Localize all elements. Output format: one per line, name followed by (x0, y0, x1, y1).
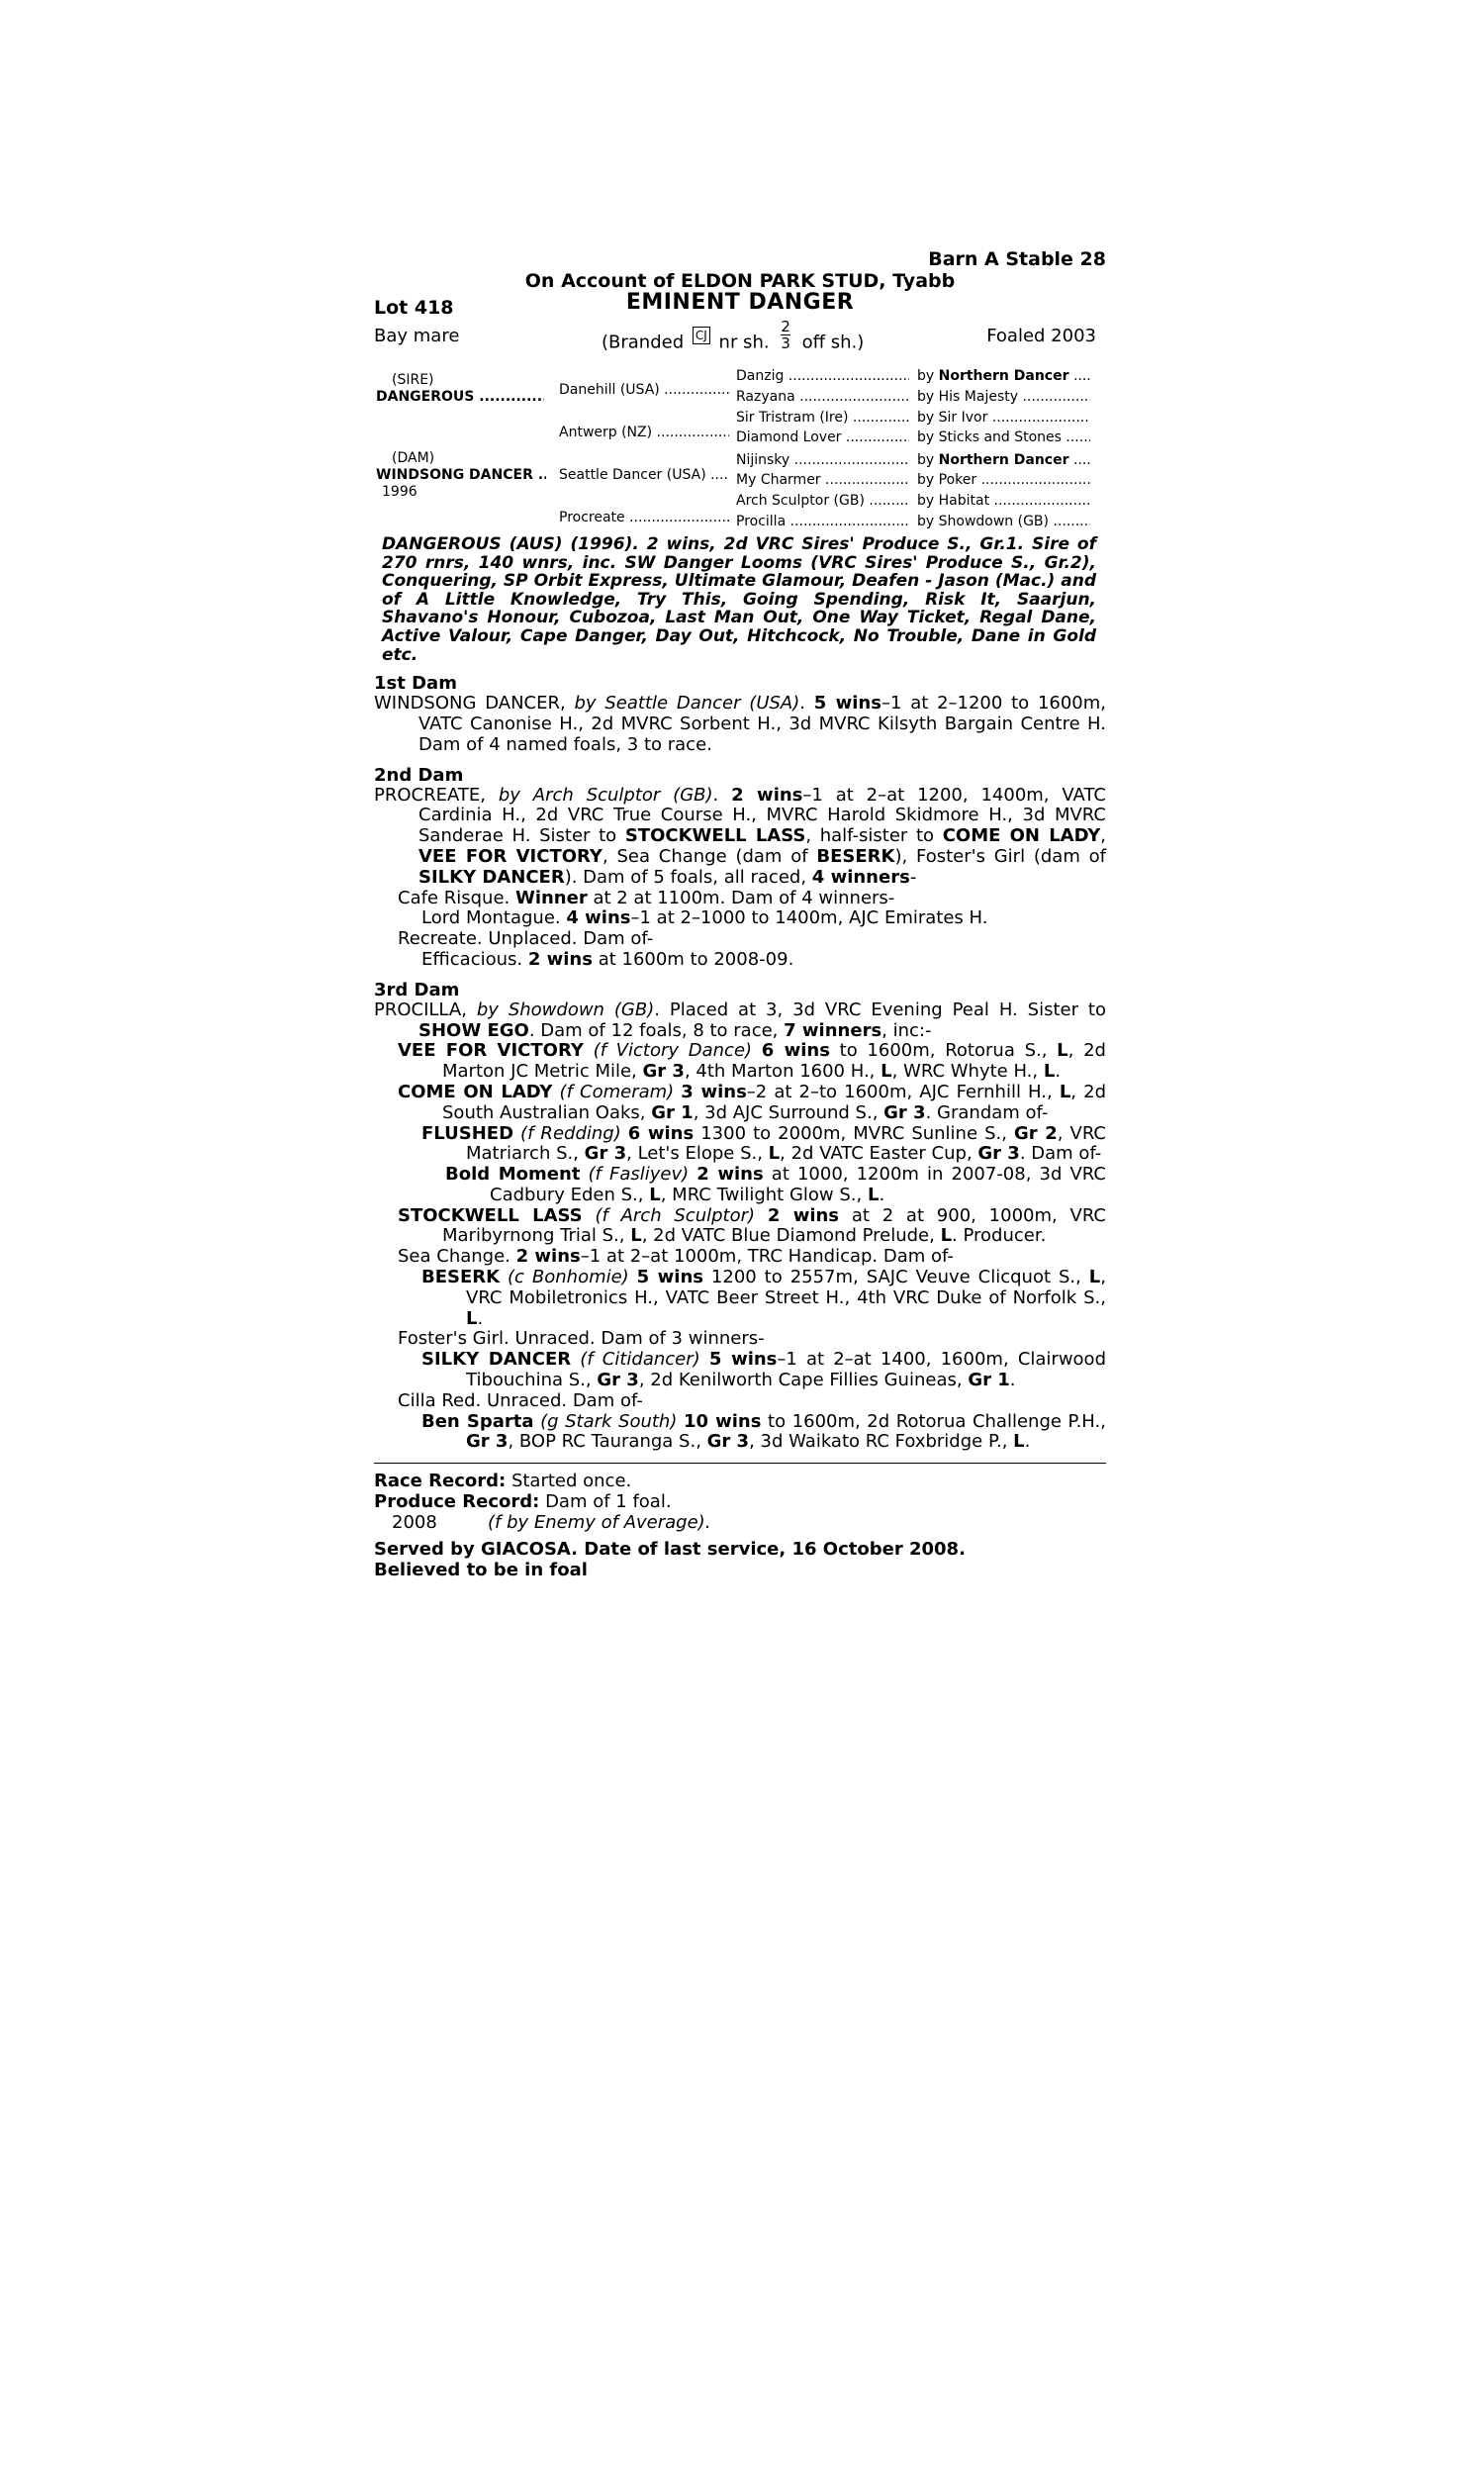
first-dam-heading: 1st Dam (374, 673, 457, 695)
dam-name: WINDSONG DANCER ..... (376, 467, 546, 483)
text-run: Gr 2 (1013, 1122, 1058, 1144)
text-run: –2 at 2–to 1600m, AJC Fernhill H., (746, 1081, 1060, 1102)
text-run: L (1043, 1061, 1056, 1083)
text-run: L (1088, 1267, 1101, 1288)
text-run: 5 wins (708, 1349, 778, 1371)
pedigree-paragraph (374, 1329, 1106, 1350)
text-run: - (909, 866, 917, 888)
pedigree-sire-line (917, 368, 1090, 384)
second-dam-section (374, 766, 1106, 971)
text-run: . (712, 784, 732, 806)
section-divider (374, 1463, 1106, 1464)
sire-line-name: His Majesty (938, 389, 1019, 405)
text-run: . (477, 1307, 484, 1329)
text-run: 2 wins (527, 948, 593, 970)
text-run: , 2d Kenilworth Cape Fillies Guineas, (638, 1370, 969, 1391)
sire-line-name: Sticks and Stones (938, 429, 1062, 445)
text-run: –1 at 2–at 1000m, TRC Handicap. Dam of- (580, 1246, 954, 1268)
pedigree-paragraph (374, 1391, 1106, 1412)
pedigree-paragraph (374, 950, 1106, 971)
produce-year: 2008 (392, 1511, 437, 1533)
race-record-value: Started once. (506, 1471, 632, 1492)
fraction-denominator: 3 (781, 334, 790, 352)
text-run: L (630, 1225, 642, 1247)
text-run: , BOP RC Tauranga S., (508, 1431, 707, 1453)
pedigree-great-grandparent: Razyana ..... (736, 389, 909, 405)
text-run: Gr 1 (968, 1370, 1010, 1391)
text-run: Lord Montague. (421, 907, 567, 929)
sire-line-prefix: by (917, 452, 939, 468)
text-run: (f Redding) (520, 1122, 621, 1144)
third-dam-heading: 3rd Dam (374, 979, 460, 1000)
text-run: (f Arch Sculptor) (595, 1204, 756, 1226)
sire-line-name: Poker (938, 472, 977, 488)
text-run (500, 1267, 508, 1287)
text-run: , 2d VATC Blue Diamond Prelude, (641, 1225, 941, 1247)
text-run: , inc:- (881, 1019, 932, 1041)
sire-line-name: Northern Dancer (938, 452, 1069, 468)
service-info: Served by GIACOSA. Date of last service, 16 October 2008. (374, 1538, 966, 1560)
text-run: 1300 to 2000m, MVRC Sunline S., (694, 1122, 1014, 1144)
dam-label: (DAM) (392, 450, 435, 466)
text-run: 2 wins (515, 1246, 581, 1268)
text-run: PROCREATE, (374, 784, 499, 806)
race-record-label: Race Record: (374, 1471, 507, 1492)
pedigree-great-grandparent: Nijinsky ..... (736, 452, 909, 468)
text-run: SILKY DANCER (418, 866, 565, 888)
text-run (677, 1411, 684, 1432)
text-run: to 1600m, Rotorua S., (829, 1040, 1058, 1062)
text-run: to 1600m, 2d Rotorua Challenge P.H., (761, 1410, 1106, 1432)
brand-description (602, 318, 865, 359)
text-run (580, 1164, 588, 1185)
text-run: . Producer. (952, 1225, 1047, 1247)
sire-line-name: Habitat (938, 493, 990, 509)
vendor-account: On Account of ELDON PARK STUD, Tyabb (524, 270, 956, 292)
text-run: VEE FOR VICTORY (418, 845, 603, 867)
text-run: Gr 3 (466, 1431, 509, 1453)
pedigree-paragraph (374, 929, 1106, 950)
text-run (584, 1040, 594, 1061)
text-run: 6 wins (627, 1122, 695, 1144)
text-run: Gr 3 (597, 1370, 639, 1391)
text-run: . (1009, 1370, 1016, 1391)
pedigree-paragraph (374, 1206, 1106, 1248)
text-run: (f Fasliyev) (588, 1164, 690, 1186)
sire-line-prefix: by (917, 429, 939, 445)
foaled-year: Foaled 2003 (986, 326, 1096, 346)
lot-number: Lot 418 (374, 297, 454, 319)
text-run: L (881, 1061, 892, 1083)
text-run: at 1000, 1200m in 2007-08, 3d VRC Cadbury Eden S., (490, 1164, 1106, 1205)
produce-record-label: Produce Record: (374, 1491, 540, 1513)
text-run: Gr 3 (706, 1431, 750, 1453)
text-run: , 3d Waikato RC Foxbridge P., (749, 1431, 1014, 1453)
pedigree-grandparent: Procreate ..... (559, 510, 729, 525)
third-dam-section (374, 981, 1106, 1454)
text-run: 10 wins (683, 1410, 762, 1432)
text-run: –1 at 2–at 1200, 1400m, VATC Cardinia H., 2d VRC True Course H., MVRC Harold Skidmore H., 3d MVRC Sanderae H. Sister to (418, 784, 1106, 847)
text-run (755, 1205, 768, 1226)
text-run: Gr 3 (883, 1101, 926, 1123)
brand-mid: nr sh. (718, 332, 770, 353)
text-run: 5 wins (636, 1267, 703, 1288)
race-record (374, 1472, 1106, 1492)
description-row (374, 318, 1106, 366)
pedigree-paragraph (374, 1041, 1106, 1083)
text-run: 6 wins (761, 1040, 830, 1062)
pedigree-grandparent: Danehill (USA) ..... (559, 382, 729, 398)
text-run: Gr 3 (642, 1061, 685, 1083)
text-run: . Placed at 3, 3d VRC Evening Peal H. Sister to (654, 999, 1106, 1020)
sire-line-name: Showdown (GB) (938, 514, 1050, 529)
text-run: at 2 at 900, 1000m, VRC Maribyrnong Trial S., (442, 1204, 1106, 1247)
text-run: 4 winners (811, 866, 910, 888)
brand-fraction (781, 319, 790, 351)
pedigree-sire-line (917, 452, 1090, 468)
text-run: . (1024, 1431, 1031, 1453)
text-run: Gr 3 (977, 1143, 1020, 1165)
pedigree-grandparent: Seattle Dancer (USA) ..... (559, 467, 729, 483)
text-run: Bold Moment (445, 1164, 581, 1186)
text-run: SHOW EGO (418, 1019, 529, 1041)
text-run: , 4th Marton 1600 H., (684, 1061, 881, 1083)
produce-entry (374, 1513, 1106, 1534)
text-run: L (466, 1307, 478, 1329)
text-run (752, 1040, 762, 1061)
horse-name: EMINENT DANGER (625, 290, 855, 315)
text-run (621, 1123, 628, 1144)
pedigree-paragraph (374, 1350, 1106, 1391)
text-run: 2 wins (767, 1204, 840, 1226)
text-run: Ben Sparta (421, 1410, 534, 1432)
pedigree-great-grandparent: Procilla ..... (736, 514, 909, 529)
text-run: . (1055, 1061, 1062, 1083)
text-run: . Grandam of- (925, 1101, 1049, 1123)
pedigree-paragraph (374, 1165, 1106, 1206)
text-run: STOCKWELL LASS (624, 825, 806, 847)
brand-pre: (Branded (602, 332, 685, 353)
pedigree-sire-line (917, 410, 1090, 426)
pedigree-paragraph (374, 786, 1106, 889)
first-dam-section (374, 674, 1106, 755)
brand-post: off sh.) (801, 332, 865, 353)
text-run: Cilla Red. Unraced. Dam of- (398, 1389, 643, 1411)
text-run: Gr 1 (651, 1101, 694, 1123)
sire-summary: DANGEROUS (AUS) (1996). 2 wins, 2d VRC Sires' Produce S., Gr.1. Sire of 270 rnrs, 140 wnrs, inc. SW Danger Looms (VRC Sires' Produce S., Gr.2), Conquering, SP Orbit Express, Ultimate Glamour, Deafen - Jason (Mac.) and of A Little Knowledge, Try This, Going Spending, Risk It, Saarjun, Shavano's Honour, Cubozoa, Last Man Out, One Way Ticket, Regal Dane, Active Valour, Cape Danger, Day Out, Hitchcock, No Trouble, Dane in Gold etc. (382, 534, 1096, 665)
text-run: 3 wins (681, 1081, 747, 1102)
text-run: , 3d AJC Surround S., (693, 1101, 884, 1123)
text-run: , VRC Mobiletronics H., VATC Beer Street H., 4th VRC Duke of Norfolk S., (466, 1267, 1106, 1308)
text-run (700, 1349, 709, 1370)
text-run: by Seattle Dancer (USA) (574, 693, 800, 714)
text-run: Foster's Girl. Unraced. Dam of 3 winners- (398, 1328, 765, 1350)
text-run: 5 wins (813, 693, 881, 714)
fraction-numerator: 2 (781, 318, 790, 335)
text-run: at 2 at 1100m. Dam of 4 winners- (587, 887, 895, 908)
text-run: , 2d Marton JC Metric Mile, (442, 1040, 1106, 1083)
text-run: ), Foster's Girl (dam of (894, 845, 1106, 867)
text-run: , Sea Change (dam of (602, 845, 817, 867)
text-run: –1 at 2–at 1400, 1600m, Clairwood Tibouchina S., (466, 1349, 1106, 1391)
text-run: WINDSONG DANCER, (374, 693, 575, 714)
text-run: Sea Change. (398, 1246, 516, 1268)
text-run: (f Victory Dance) (593, 1040, 753, 1062)
pedigree-great-grandparent: Danzig ..... (736, 368, 909, 384)
text-run (583, 1205, 596, 1226)
pedigree-paragraph (374, 1000, 1106, 1042)
text-run: , half-sister to (805, 825, 943, 847)
text-run: L (768, 1143, 781, 1165)
text-run: , WRC Whyte H., (891, 1061, 1044, 1083)
pedigree-grandparent: Antwerp (NZ) ..... (559, 425, 729, 440)
stable-location: Barn A Stable 28 (928, 248, 1106, 270)
text-run: COME ON LADY (942, 825, 1101, 847)
pedigree-sire-line (917, 429, 1090, 445)
lot-row (374, 290, 1106, 323)
text-run: (f Citidancer) (580, 1349, 700, 1371)
text-run: , MRC Twilight Glow S., (660, 1184, 868, 1205)
sire-line-name: Northern Dancer (938, 368, 1069, 384)
text-run: –1 at 2–1000 to 1400m, AJC Emirates H. (630, 907, 988, 929)
text-run: 2 wins (731, 784, 803, 806)
text-run: , 2d South Australian Oaks, (442, 1081, 1106, 1123)
pedigree-paragraph (374, 1083, 1106, 1124)
text-run: SILKY DANCER (421, 1349, 572, 1371)
sire-line-prefix: by (917, 472, 939, 488)
text-run: ). Dam of 5 foals, all raced, (564, 866, 812, 888)
foal-status: Believed to be in foal (374, 1559, 588, 1580)
text-run: (g Stark South) (540, 1410, 678, 1432)
text-run: PROCILLA, (374, 999, 477, 1020)
pedigree-sire-line (917, 389, 1090, 405)
text-run: at 1600m to 2008-09. (592, 948, 794, 970)
sire-line-prefix: by (917, 368, 939, 384)
sex-color: Bay mare (374, 326, 460, 346)
sire-line-prefix: by (917, 389, 939, 405)
text-run (552, 1082, 559, 1102)
sire-label: (SIRE) (392, 372, 434, 388)
pedigree-sire-line (917, 493, 1090, 509)
brand-mark-icon: CJ (693, 327, 710, 344)
text-run: STOCKWELL LASS (398, 1204, 583, 1226)
sire-line-prefix: by (917, 493, 939, 509)
text-run: L (940, 1225, 953, 1247)
pedigree-paragraph (374, 1412, 1106, 1454)
text-run (513, 1123, 520, 1144)
sire-line-prefix: by (917, 514, 939, 529)
catalogue-page (374, 249, 1106, 1580)
text-run: VEE FOR VICTORY (398, 1040, 584, 1062)
pedigree-paragraph (374, 1268, 1106, 1329)
text-run: by Showdown (GB) (476, 999, 655, 1020)
text-run: , VRC Matriarch S., (466, 1122, 1106, 1165)
dam-year: 1996 (382, 484, 417, 500)
produce-record (374, 1492, 1106, 1513)
text-run: L (649, 1184, 661, 1205)
text-run: BESERK (816, 845, 895, 867)
text-run: Winner (514, 887, 588, 908)
pedigree-paragraph (374, 1247, 1106, 1268)
text-run: . (879, 1184, 885, 1205)
second-dam-heading: 2nd Dam (374, 764, 464, 786)
text-run: , Let's Elope S., (626, 1143, 769, 1165)
text-run: BESERK (421, 1267, 501, 1288)
text-run: FLUSHED (421, 1122, 514, 1144)
text-run: L (1057, 1040, 1068, 1062)
sire-name: DANGEROUS ..... (376, 389, 544, 405)
text-run: Recreate. Unplaced. Dam of- (398, 928, 654, 950)
text-run: L (1059, 1081, 1071, 1102)
text-run: L (867, 1184, 880, 1205)
pedigree-paragraph (374, 908, 1106, 929)
text-run: Cafe Risque. (398, 887, 515, 908)
pedigree-great-grandparent: Sir Tristram (Ire) ..... (736, 410, 909, 426)
text-run: (c Bonhomie) (508, 1267, 629, 1288)
text-run: by Arch Sculptor (GB) (498, 784, 713, 806)
text-run: 7 winners (784, 1019, 882, 1041)
first-dam-text (374, 694, 1106, 755)
text-run: Gr 3 (584, 1143, 627, 1165)
text-run: . Dam of- (1019, 1143, 1102, 1165)
text-run: L (1013, 1431, 1025, 1453)
text-run: –1 at 2–1200 to 1600m, VATC Canonise H., 2d MVRC Sorbent H., 3d MVRC Kilsyth Bargain Centre H. Dam of 4 named foals, 3 to race. (418, 693, 1107, 755)
text-run: (f Comeram) (559, 1081, 675, 1102)
text-run: , 2d VATC Easter Cup, (780, 1143, 978, 1165)
text-run: . Dam of 12 foals, 8 to race, (528, 1019, 785, 1041)
pedigree-paragraph (374, 889, 1106, 909)
produce-record-value: Dam of 1 foal. (539, 1491, 672, 1513)
pedigree-table (374, 366, 1106, 529)
sire-line-prefix: by (917, 410, 939, 426)
text-run: Efficacious. (421, 948, 528, 970)
text-run: , (1100, 825, 1106, 847)
text-run: 2 wins (696, 1164, 764, 1186)
text-run: . (799, 693, 814, 714)
pedigree-paragraph (374, 1124, 1106, 1166)
sire-line-name: Sir Ivor (938, 410, 988, 426)
pedigree-great-grandparent: My Charmer ..... (736, 472, 909, 488)
produce-foal: (f by Enemy of Average). (488, 1511, 711, 1533)
text-run: COME ON LADY (398, 1081, 553, 1102)
text-run: 1200 to 2557m, SAJC Veuve Clicquot S., (703, 1267, 1089, 1288)
pedigree-sire-line (917, 472, 1090, 488)
pedigree-great-grandparent: Arch Sculptor (GB) ..... (736, 493, 909, 509)
text-run (571, 1349, 580, 1370)
text-run (629, 1267, 637, 1287)
pedigree-sire-line (917, 514, 1090, 529)
text-run: 4 wins (566, 907, 631, 929)
pedigree-great-grandparent: Diamond Lover ..... (736, 429, 909, 445)
